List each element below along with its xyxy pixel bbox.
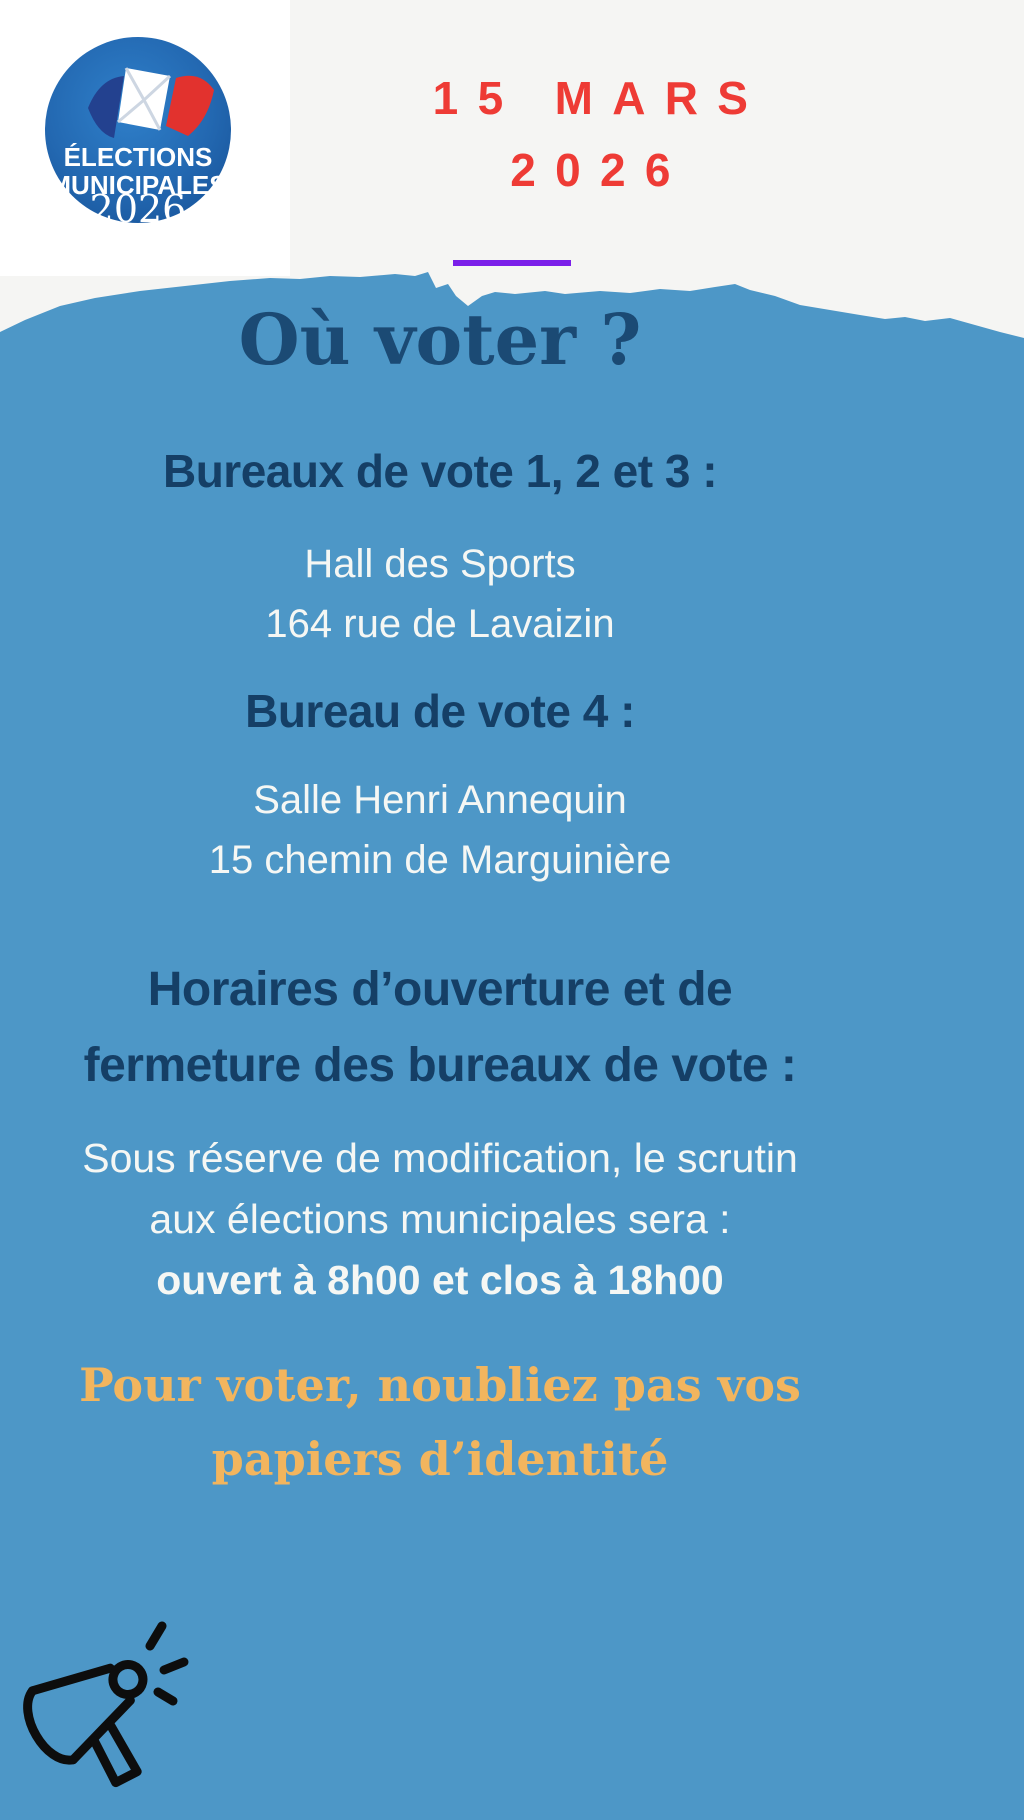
address-line: Salle Henri Annequin [253,778,627,822]
logo-year: 2026 [89,187,187,231]
hours-heading [0,952,880,1104]
address-line: 164 rue de Lavaizin [265,602,615,646]
hours-text-line1: Sous réserve de modification, le scrutin [82,1135,798,1181]
address-bureau-4 [0,770,880,890]
page-title: Où voter ? [238,298,642,381]
date-line2: 2026 [510,144,690,196]
reminder-line2: papiers d’identité [211,1432,669,1486]
hours-text-line2: aux élections municipales sera : [149,1196,731,1242]
address-line: 15 chemin de Marguinière [208,838,672,882]
date-line1: 15 MARS [432,72,768,124]
id-papers-reminder [0,1348,880,1496]
hours-paragraph [0,1128,880,1311]
logo-line2: MUNICIPALES [49,170,227,200]
hours-heading-line1: Horaires d’ouverture et de [147,963,733,1016]
election-date [176,62,1024,206]
address-line: Hall des Sports [304,542,576,586]
reminder-line1: Pour voter, noubliez pas vos [79,1358,801,1412]
section-heading-bureaux-123: Bureaux de vote 1, 2 et 3 : [162,445,718,497]
logo-line1: ÉLECTIONS [63,142,213,172]
hours-bold-line: ouvert à 8h00 et clos à 18h00 [156,1257,724,1303]
hours-heading-line2: fermeture des bureaux de vote : [83,1039,797,1092]
megaphone-icon [2,1608,202,1818]
section-heading-bureau-4: Bureau de vote 4 : [245,685,635,737]
address-bureaux-123 [0,534,880,654]
